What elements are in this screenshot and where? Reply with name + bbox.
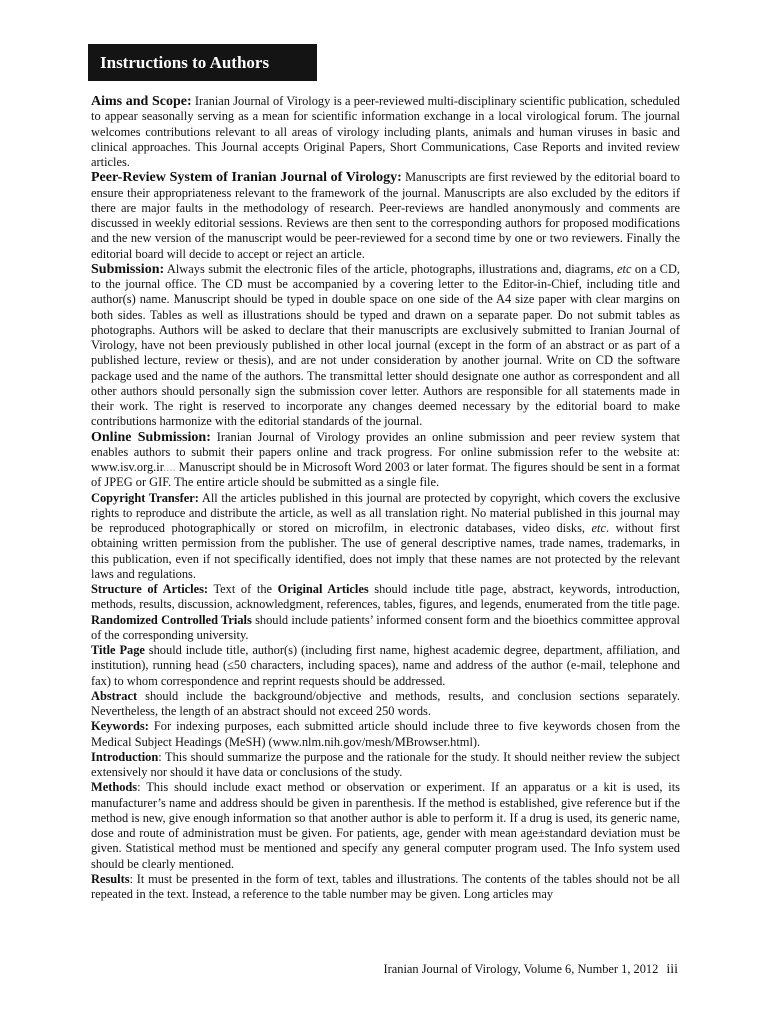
- title-page-heading: Title Page: [91, 643, 145, 657]
- aims-paragraph: [91, 94, 680, 170]
- methods-text: : This should include exact method or observation or experiment. If an apparatus or a kit is used, its manufacturer’s name and address should be given in parenthesis. If the method is established, give reference but if the method is new, give enough information so that another author is able to perform it. If a drug is used, its generic name, dose and route of administration must be given. For patients, age, gender with mean age±standard deviation must be given. Statistical method must be mentioned and specify any general computer program used. The Info system used should be clearly mentioned.: [91, 780, 680, 871]
- footer-journal: Iranian Journal of Virology, Volume 6, Number 1, 2012: [383, 962, 659, 976]
- original-articles-term: Original Articles: [277, 582, 369, 596]
- copyright-heading: Copyright Transfer:: [91, 490, 199, 505]
- rct-term: Randomized Controlled Trials: [91, 612, 252, 627]
- title-page-text: should include title, author(s) (including first name, highest academic degree, department, affiliation, and institution), running head (≤50 characters, including spaces), name and address of the author (e-mail, telephone and fax) to whom correspondence and reprint requests should be addressed.: [91, 643, 680, 688]
- submission-heading: Submission:: [91, 261, 165, 277]
- results-text: : It must be presented in the form of text, tables and illustrations. The contents of the tables should not be all repeated in the text. Instead, a reference to the table number may be given. Long articles may: [91, 871, 680, 901]
- results-heading: Results: [91, 871, 130, 886]
- introduction-text: : This should summarize the purpose and the rationale for the study. It should neither review the subject extensively nor should it have data or conclusions of the study.: [91, 749, 680, 779]
- peer-review-paragraph: [91, 170, 680, 262]
- keywords-heading: Keywords:: [91, 719, 149, 734]
- online-submission-text-b: Manuscript should be in Microsoft Word 2003 or later format. The figures should be sent in a format of JPEG or GIF. The entire article should be submitted as a single file.: [91, 460, 680, 490]
- abstract-text: should include the background/objective and methods, results, and conclusion sections separately. Nevertheless, the length of an abstract should not exceed 250 words.: [91, 688, 680, 718]
- abstract-paragraph: [91, 689, 680, 720]
- introduction-paragraph: [91, 750, 680, 781]
- title-page-paragraph: [91, 643, 680, 689]
- page-title: Instructions to Authors: [88, 44, 317, 81]
- page-footer: [384, 962, 678, 978]
- structure-heading: Structure of Articles:: [91, 582, 209, 596]
- introduction-heading: Introduction: [91, 749, 159, 764]
- structure-text-a: Text of the: [208, 582, 278, 596]
- submission-text-a: Always submit the electronic files of the article, photographs, illustrations and, diagrams,: [164, 261, 618, 276]
- instructions-body: [91, 94, 680, 902]
- copyright-text-a: All the articles published in this journal are protected by copyright, which covers the exclusive rights to reproduce and distribute the article, as well as all translation right. No material published in this journal may be reproduced photographically or stored on microfilm, in electronic databases, video disks,: [91, 490, 681, 535]
- copyright-etc: etc: [591, 521, 606, 535]
- results-paragraph: [91, 872, 680, 903]
- online-submission-paragraph: [91, 430, 680, 491]
- peer-review-text: Manuscripts are first reviewed by the editorial board to ensure their appropriateness relevant to the framework of the journal. Manuscripts are also excluded by the editors if there are major faults in the methodology of research. Peer-reviews are handled anonymously and comments are discussed in weekly editorial sessions. Reviews are then sent to the corresponding authors for proposed modifications and the new version of the manuscript would be peer-reviewed for a second time by one or two reviewers. Finally the editorial board will decide to accept or reject an article.: [91, 170, 680, 261]
- copyright-paragraph: [91, 491, 680, 583]
- online-submission-text-a: Iranian Journal of Virology provides an online submission and peer review system that enables authors to submit their papers online and track progress. For online submission refer to the website at:: [91, 429, 680, 459]
- structure-paragraph: [91, 582, 680, 643]
- website-link[interactable]: www.isv.org.ir: [91, 460, 164, 474]
- submission-paragraph: [91, 262, 680, 430]
- page-number: iii: [666, 962, 678, 977]
- abstract-heading: Abstract: [91, 688, 138, 703]
- online-submission-heading: Online Submission:: [91, 429, 211, 445]
- submission-text-b: on a CD, to the journal office. The CD must be accompanied by a covering letter to the Editor-in-Chief, including title and author(s) name. Manuscript should be typed in double space on one side of the A4 size paper with clear margins on both sides. Tables as well as illustrations should be typed and drawn on a separate paper. Do not submit tables as photographs. Authors will be asked to declare that their manuscripts are exclusively submitted to Iranian Journal of Virology, have not been previously published in other local journal (except in the form of an abstract or as part of a published lecture, review or thesis), and are not under consideration by another journal. Write on CD the software package used and the name of the authors. The transmittal letter should designate one author as correspondent and all other authors should personally sign the submission cover letter. Authors are responsible for all statements made in their work. The right is reserved to incorporate any changes deemed necessary by the editorial board to make contributions harmonize with the editorial standards of the journal.: [91, 261, 680, 429]
- website-dots: ....: [163, 460, 176, 474]
- submission-etc: etc: [617, 261, 632, 276]
- copyright-text-b: . without first obtaining written permission from the publisher. The use of general descriptive names, trade names, trademarks, in this publication, even if not specifically identified, does not imply that these names are not protected by the relevant laws and regulations.: [91, 521, 680, 581]
- aims-heading: Aims and Scope:: [91, 94, 192, 109]
- methods-paragraph: [91, 780, 680, 872]
- keywords-paragraph: [91, 719, 680, 750]
- aims-text: Iranian Journal of Virology is a peer-reviewed multi-disciplinary scientific publication, scheduled to appear seasonally serving as a mean for scientific information exchange in a local virological forum. The journal welcomes contributions relevant to all areas of virology including plants, animals and human viruses in basic and clinical approaches. This Journal accepts Original Papers, Short Communications, Case Reports and invited review articles.: [91, 94, 680, 169]
- structure-text-b: should include title page, abstract, keywords, introduction, methods, results, discussion, acknowledgment, references, tables, figures, and legends, enumerated from the title page.: [91, 582, 680, 612]
- keywords-text: For indexing purposes, each submitted article should include three to five keywords chosen from the Medical Subject Headings (MeSH) (www.nlm.nih.gov/mesh/MBrowser.html).: [91, 719, 680, 749]
- methods-heading: Methods: [91, 780, 138, 795]
- structure-text-c: should include patients’ informed consent form and the bioethics committee approval of the corresponding university.: [91, 612, 680, 642]
- peer-review-heading: Peer-Review System of Iranian Journal of Virology:: [91, 170, 402, 186]
